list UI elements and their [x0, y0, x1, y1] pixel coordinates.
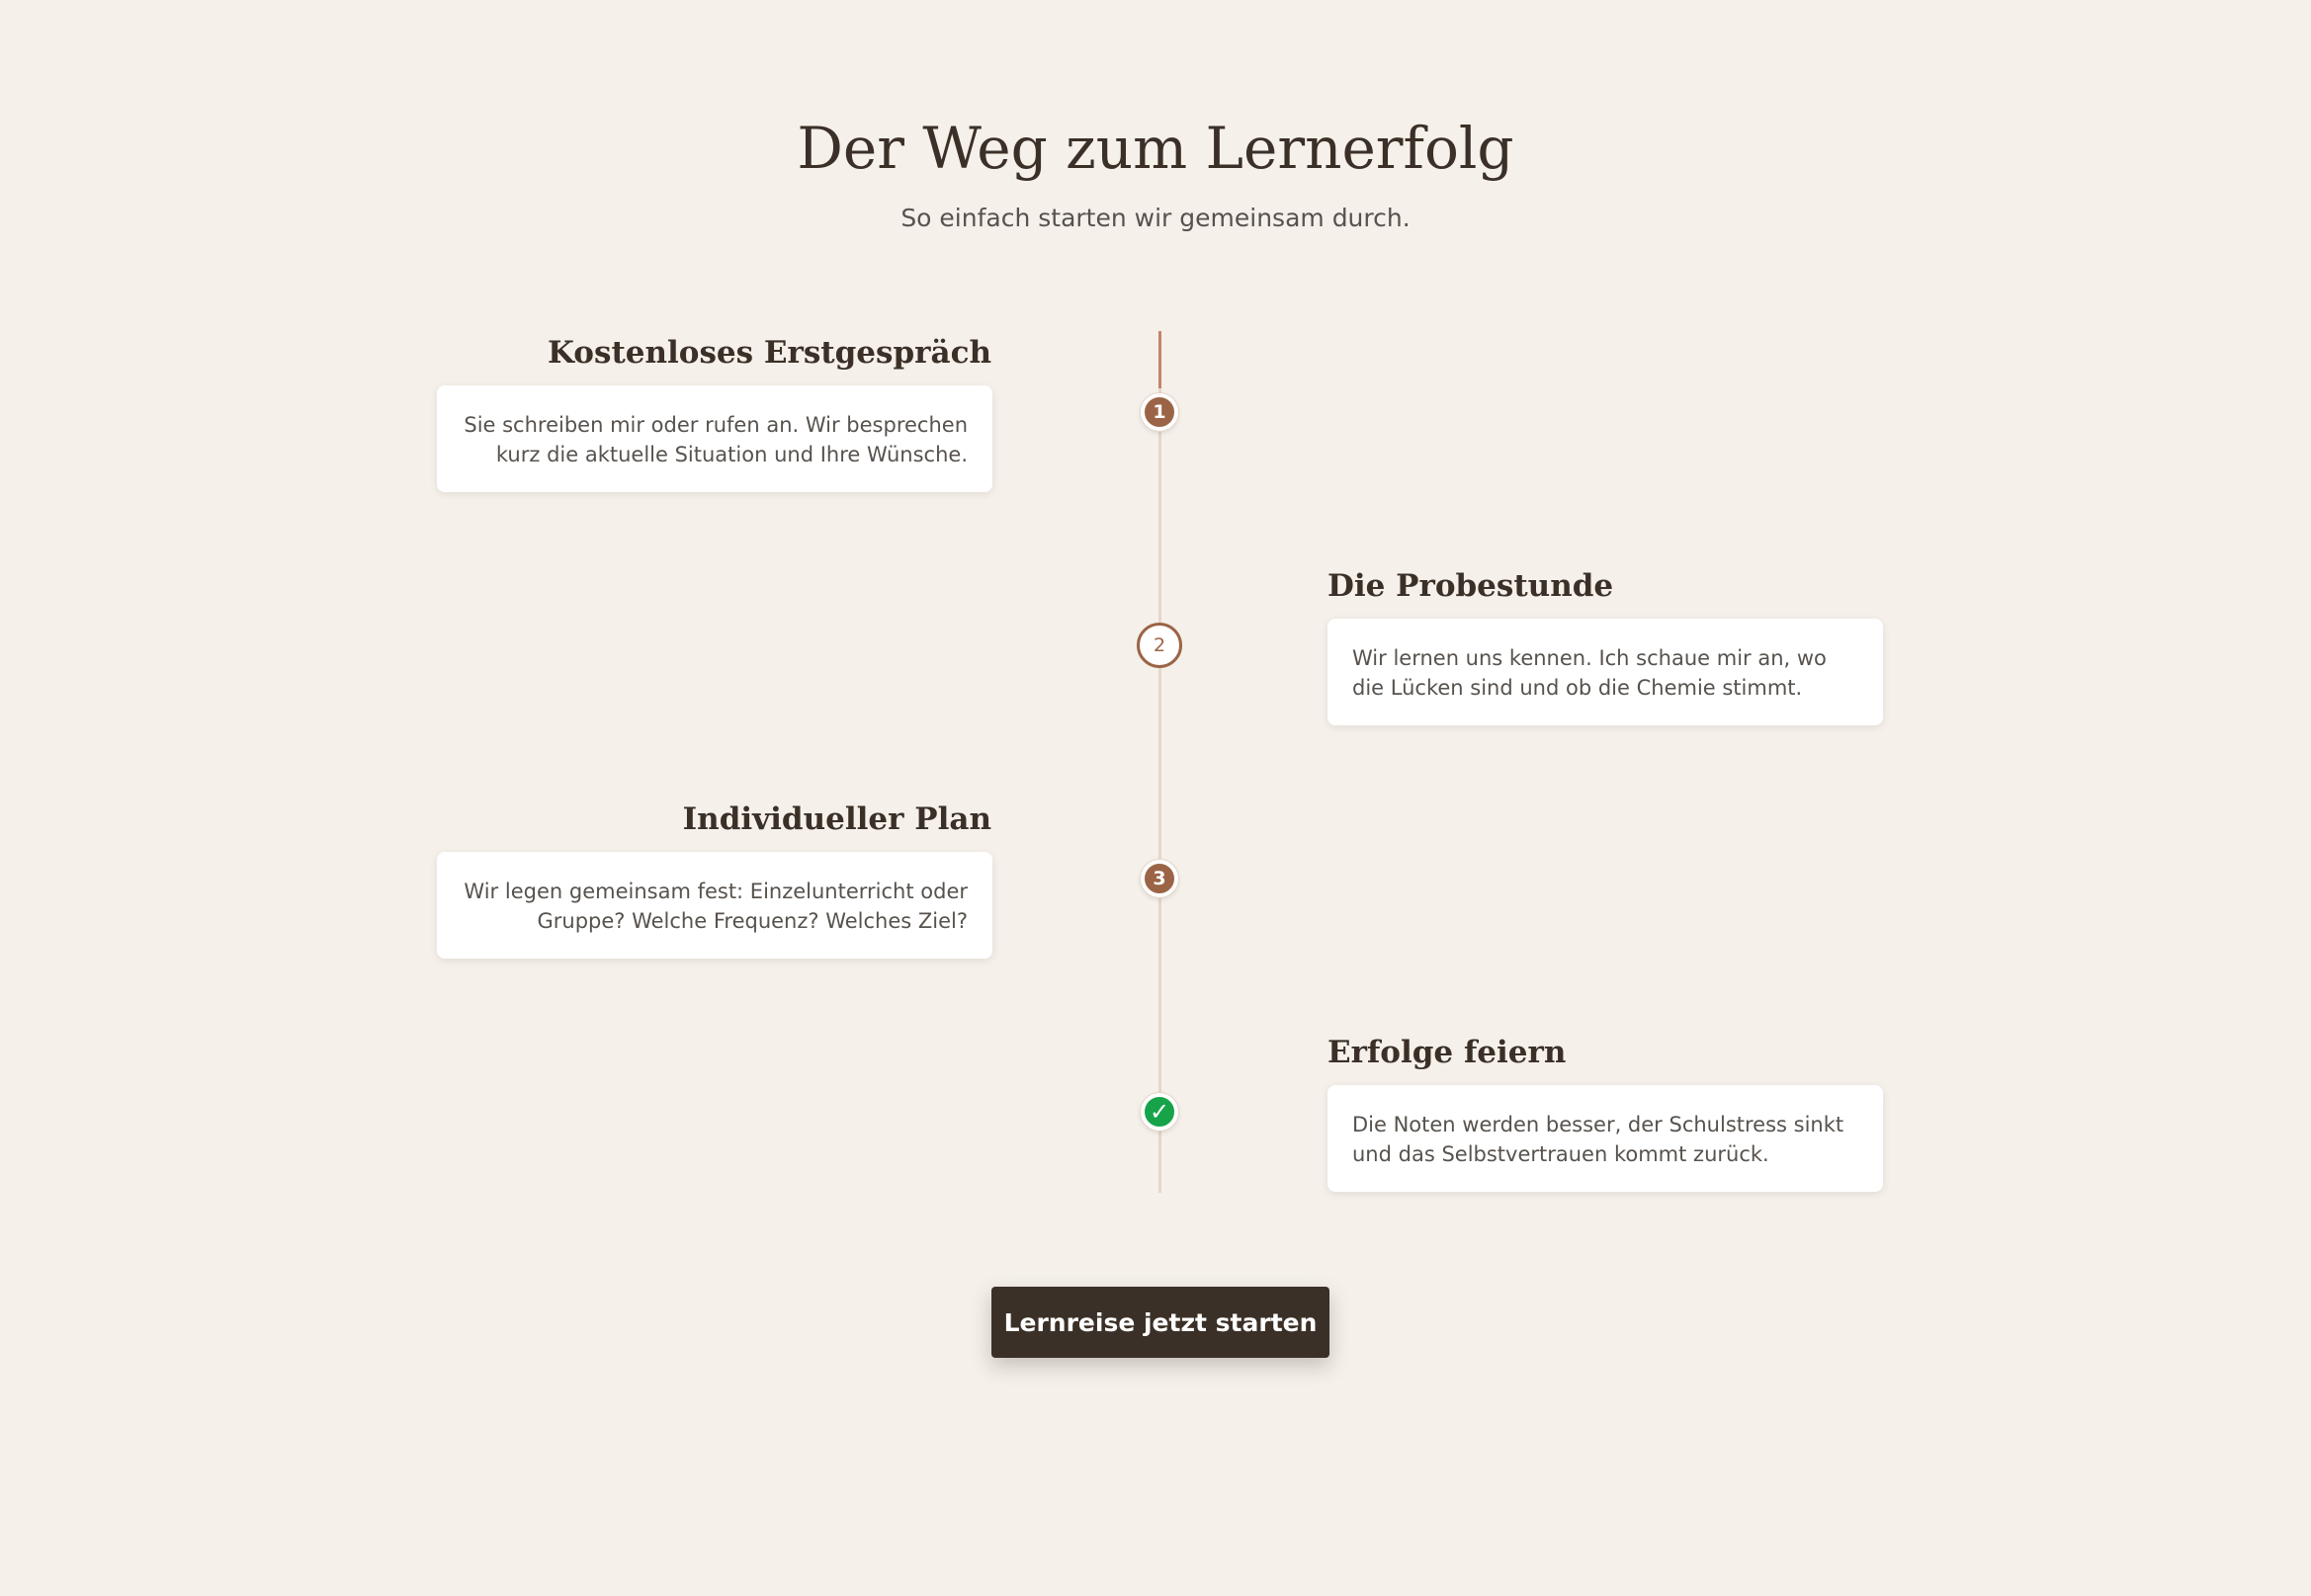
step-3-marker	[1141, 860, 1178, 897]
step-2-text: Wir lernen uns kennen. Ich schaue mir an, wo die Lücken sind und ob die Chemie stimmt.	[1352, 646, 1827, 700]
step-2-number: 2	[1153, 634, 1166, 656]
step-1-number: 1	[1153, 401, 1166, 423]
step-4-text: Die Noten werden besser, der Schulstress sinkt und das Selbstvertrauen kommt zurück.	[1352, 1113, 1844, 1166]
step-2-title: Die Probestunde	[1327, 568, 1614, 604]
step-1-marker	[1141, 393, 1178, 431]
step-1-text: Sie schreiben mir oder rufen an. Wir besprechen kurz die aktuelle Situation und Ihre Wünsche.	[464, 413, 968, 466]
step-3-number: 3	[1153, 868, 1166, 889]
page-subtitle: So einfach starten wir gemeinsam durch.	[900, 204, 1411, 232]
step-3-title: Individueller Plan	[682, 801, 991, 837]
step-1-title: Kostenloses Erstgespräch	[548, 335, 991, 371]
checkmark-icon	[1141, 1093, 1178, 1131]
step-3-card	[437, 852, 992, 959]
step-2-card	[1327, 619, 1883, 725]
timeline-line	[1158, 331, 1161, 1193]
start-journey-button[interactable]: Lernreise jetzt starten	[991, 1287, 1329, 1358]
step-3-text: Wir legen gemeinsam fest: Einzelunterricht oder Gruppe? Welche Frequenz? Welches Ziel?	[464, 880, 968, 933]
step-4-check: ✓	[1149, 1098, 1170, 1126]
step-2-marker	[1137, 623, 1182, 668]
step-1-card	[437, 385, 992, 492]
step-4-title: Erfolge feiern	[1327, 1035, 1567, 1070]
timeline-line-accent	[1158, 331, 1161, 388]
step-4-card	[1327, 1085, 1883, 1192]
page-title: Der Weg zum Lernerfolg	[797, 115, 1514, 182]
